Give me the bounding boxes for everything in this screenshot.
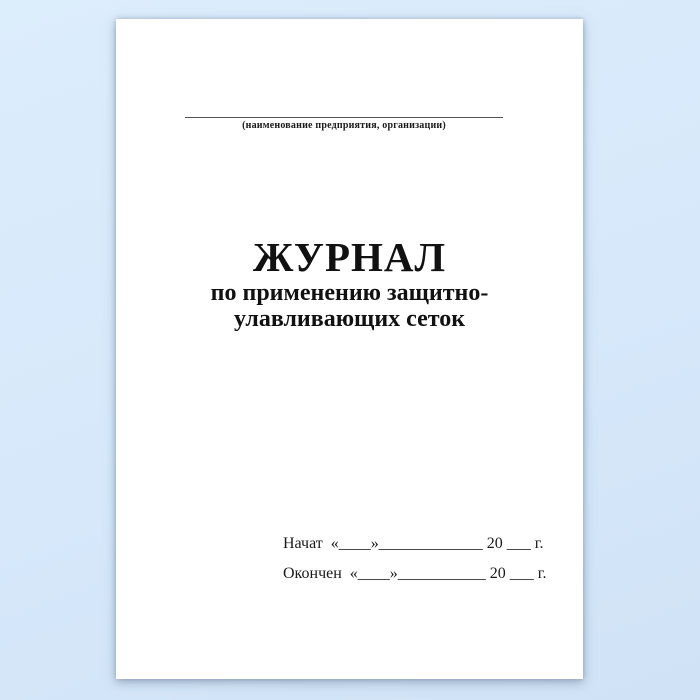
journal-subtitle bbox=[116, 280, 583, 332]
organization-name-caption: (наименование предприятия, организации) bbox=[242, 120, 446, 131]
journal-started-line: Начат «____»_____________ 20 ___ г. bbox=[283, 535, 544, 552]
journal-dates-block bbox=[283, 534, 547, 584]
journal-title: ЖУРНАЛ bbox=[252, 234, 447, 280]
journal-subtitle-line-1: по применению защитно- bbox=[210, 280, 489, 306]
journal-finished-line: Окончен «____»___________ 20 ___ г. bbox=[283, 565, 547, 582]
organization-name-blank-line bbox=[185, 117, 503, 118]
journal-subtitle-line-2: улавливающих сеток bbox=[233, 306, 466, 332]
journal-cover-page bbox=[116, 19, 583, 679]
organization-name-block bbox=[185, 117, 503, 131]
